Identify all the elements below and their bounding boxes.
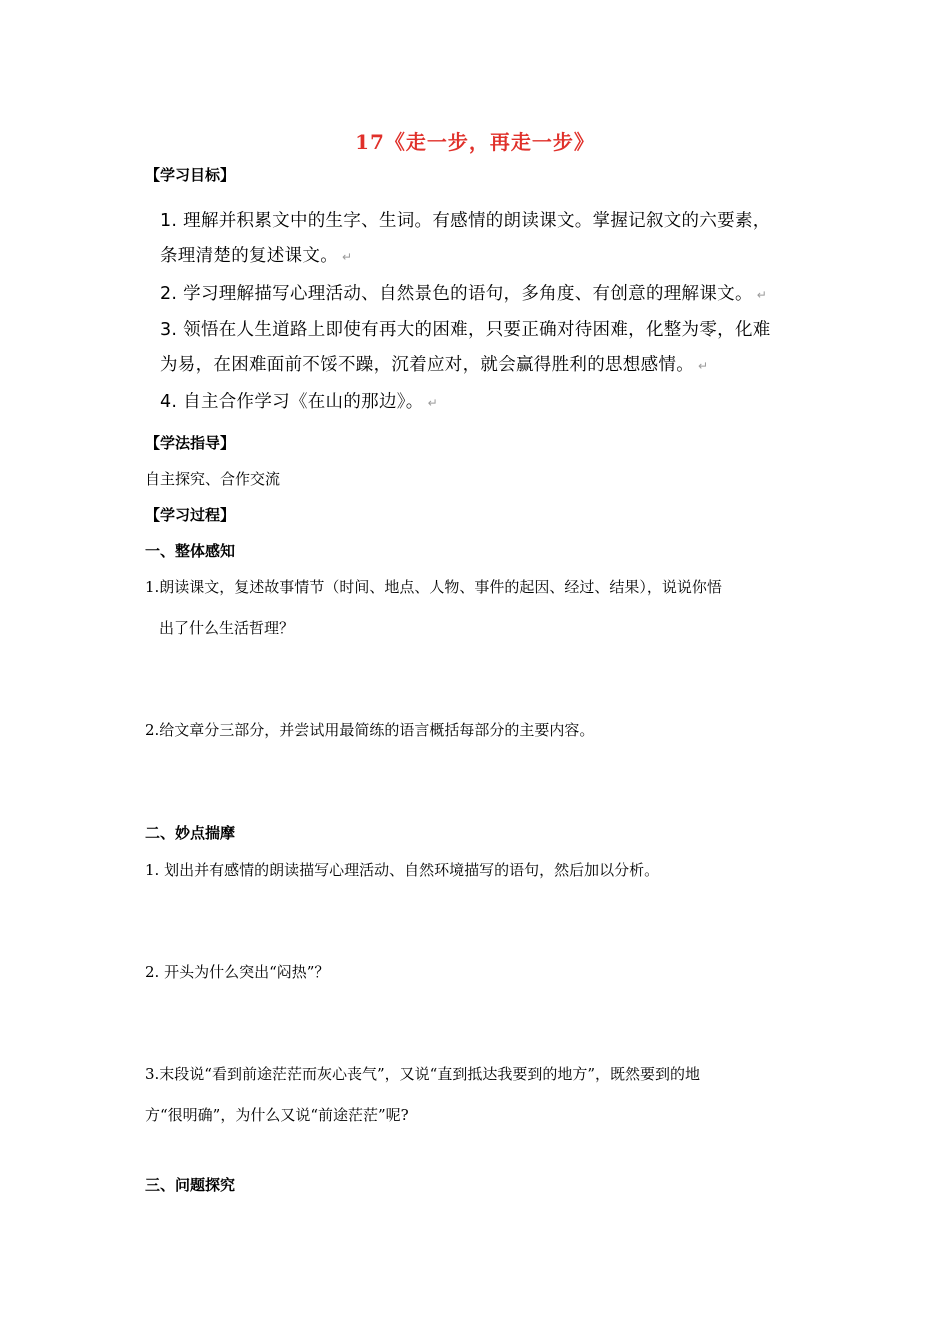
goal-2: [160, 280, 767, 305]
goal-3-line-2: [160, 351, 708, 376]
part-2-heading: 二、妙点揣摩: [145, 824, 236, 842]
goal-1-line-2: [160, 242, 352, 267]
goal-3-line-1: [160, 316, 771, 341]
part-2-question-1: 1. 划出并有感情的朗读描写心理活动、自然环境描写的语句，然后加以分析。: [145, 861, 660, 879]
goals-heading: 【学习目标】: [145, 166, 236, 184]
process-heading: 【学习过程】: [145, 506, 236, 524]
paragraph-mark-icon: ↵: [427, 396, 438, 410]
part-2-question-2: 2. 开头为什么突出“闷热”？: [145, 963, 330, 981]
goal-4: [160, 388, 438, 413]
part-1-heading: 一、整体感知: [145, 542, 236, 560]
part-2-question-3-line-2: 方“很明确”，为什么又说“前途茫茫”呢?: [145, 1106, 409, 1124]
page-title: 17《走一步，再走一步》: [355, 130, 595, 154]
paragraph-mark-icon: ↵: [698, 359, 709, 373]
goal-1-line-1: [160, 207, 771, 232]
goal-1-line-2-text: 条理清楚的复述课文。: [160, 246, 338, 266]
part-3-heading: 三、问题探究: [145, 1176, 236, 1194]
method-text: 自主探究、合作交流: [145, 470, 281, 488]
paragraph-mark-icon: ↵: [756, 288, 768, 302]
goal-3-line-1-text: 3. 领悟在人生道路上即使有再大的困难，只要正确对待困难，化整为零，化难: [160, 320, 771, 340]
part-2-question-3-line-1: 3.末段说“看到前途茫茫而灰心丧气”，又说“直到抵达我要到的地方”，既然要到的地: [145, 1065, 700, 1083]
part-1-question-1-line-2: 出了什么生活哲理？: [159, 619, 295, 637]
goal-4-text: 4. 自主合作学习《在山的那边》。: [160, 392, 424, 412]
goal-1-line-1-text: 1. 理解并积累文中的生字、生词。有感情的朗读课文。掌握记叙文的六要素，: [160, 211, 771, 231]
goal-3-line-2-text: 为易，在困难面前不馁不躁，沉着应对，就会赢得胜利的思想感情。: [160, 355, 694, 375]
method-heading: 【学法指导】: [145, 434, 236, 452]
part-1-question-1-line-1: 1.朗读课文，复述故事情节（时间、地点、人物、事件的起因、经过、结果），说说你悟: [145, 578, 722, 596]
goal-2-text: 2. 学习理解描写心理活动、自然景色的语句，多角度、有创意的理解课文。: [160, 284, 753, 304]
part-1-question-2: 2.给文章分三部分，并尝试用最简练的语言概括每部分的主要内容。: [145, 721, 595, 739]
paragraph-mark-icon: ↵: [342, 250, 353, 264]
